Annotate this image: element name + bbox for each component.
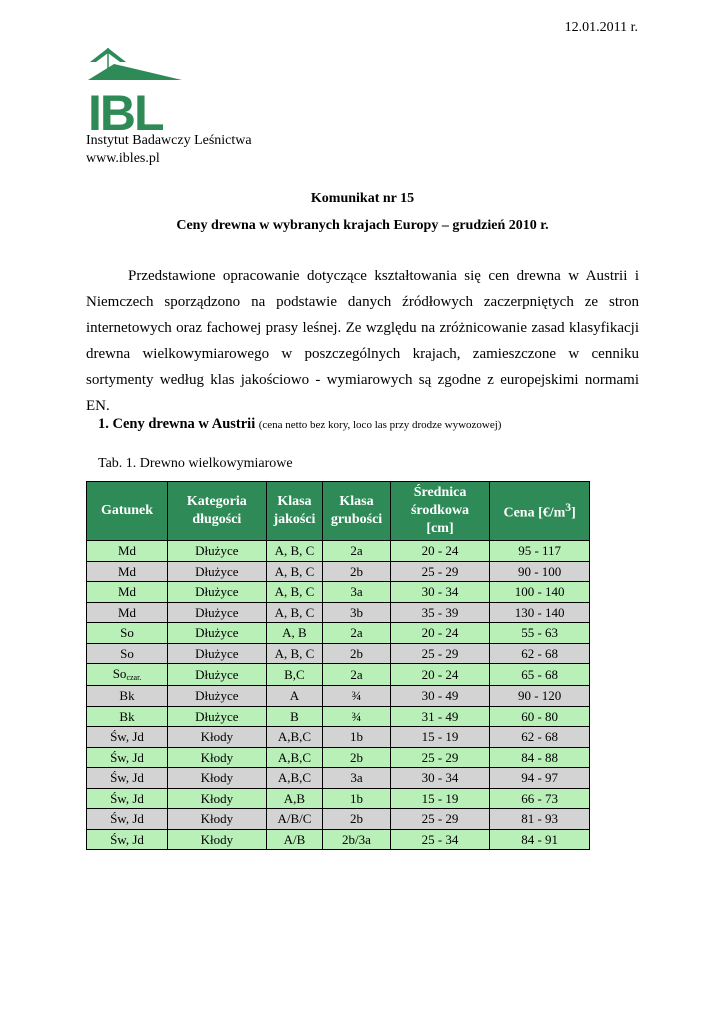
cell-species: Bk [87,706,168,727]
cell-thickness-class: 2b [323,561,391,582]
institute-name: Instytut Badawczy Leśnictwa [86,133,252,148]
intro-text: Przedstawione opracowanie dotyczące kształtowania się cen drewna w Austrii i Niemczech sporządzono na podstawie danych źródłowych zaczerpniętych ze stron internetowych oraz fachowej prasy leśnej. Ze względu na zróżnicowanie zasad klasyfikacji drewna wielkowymiarowego w poszczególnych krajach, zamieszczone w cenniku sortymenty według klas jakościowo - wymiarowych są zgodne z europejskimi normami EN. [86,268,639,414]
cell-species: Md [87,541,168,562]
cell-quality-class: A [266,686,323,707]
cell-length-category: Dłużyce [168,706,267,727]
cell-quality-class: B [266,706,323,727]
cell-price: 66 - 73 [490,788,590,809]
table-row [87,623,590,644]
cell-mid-diameter: 35 - 39 [390,602,490,623]
cell-thickness-class: 2a [323,664,391,686]
cell-mid-diameter: 25 - 34 [390,829,490,850]
table-body [87,541,590,850]
table-row [87,829,590,850]
header-species: Gatunek [87,482,168,541]
table-row [87,582,590,603]
table-caption: Tab. 1. Drewno wielkowymiarowe [98,456,293,471]
section-heading [98,416,501,433]
cell-thickness-class: 2b [323,643,391,664]
cell-length-category: Dłużyce [168,561,267,582]
cell-quality-class: A, B, C [266,582,323,603]
cell-species: Md [87,561,168,582]
cell-species: So [87,643,168,664]
cell-mid-diameter: 25 - 29 [390,561,490,582]
cell-price: 100 - 140 [490,582,590,603]
cell-mid-diameter: 15 - 19 [390,788,490,809]
cell-quality-class: A,B,C [266,727,323,748]
table-header-row [87,482,590,541]
cell-price: 81 - 93 [490,809,590,830]
table-row [87,686,590,707]
cell-thickness-class: ¾ [323,686,391,707]
cell-price: 130 - 140 [490,602,590,623]
table-row [87,561,590,582]
cell-quality-class: A, B, C [266,643,323,664]
document-date: 12.01.2011 r. [564,20,638,35]
header-thickness-class: Klasa grubości [323,482,391,541]
ibl-logo [86,44,186,132]
table-row [87,727,590,748]
section-note: (cena netto bez kory, loco las przy drodze wywozowej) [258,419,502,431]
table-row [87,706,590,727]
cell-price: 94 - 97 [490,768,590,789]
table-row [87,643,590,664]
cell-length-category: Kłody [168,829,267,850]
cell-thickness-class: 2a [323,623,391,644]
cell-thickness-class: 2b/3a [323,829,391,850]
cell-thickness-class: 1b [323,788,391,809]
cell-mid-diameter: 25 - 29 [390,643,490,664]
table-row [87,788,590,809]
cell-price: 62 - 68 [490,727,590,748]
table-row [87,541,590,562]
cell-price: 84 - 91 [490,829,590,850]
cell-species: Św, Jd [87,747,168,768]
cell-mid-diameter: 30 - 34 [390,582,490,603]
cell-quality-class: B,C [266,664,323,686]
cell-price: 90 - 120 [490,686,590,707]
header-length-category: Kategoria długości [168,482,267,541]
cell-species: Bk [87,686,168,707]
cell-species: $So_{czar.}$ [87,664,168,686]
cell-quality-class: A, B, C [266,602,323,623]
cell-species: Św, Jd [87,768,168,789]
cell-length-category: Dłużyce [168,664,267,686]
cell-thickness-class: 2b [323,747,391,768]
cell-length-category: Dłużyce [168,582,267,603]
cell-thickness-class: 3b [323,602,391,623]
table-row [87,664,590,686]
cell-thickness-class: 1b [323,727,391,748]
cell-length-category: Kłody [168,788,267,809]
cell-thickness-class: 3a [323,582,391,603]
communique-number: Komunikat nr 15 [310,191,415,206]
table-row [87,768,590,789]
cell-thickness-class: 2a [323,541,391,562]
table-row [87,809,590,830]
cell-price: 60 - 80 [490,706,590,727]
cell-length-category: Kłody [168,747,267,768]
cell-mid-diameter: 15 - 19 [390,727,490,748]
cell-mid-diameter: 25 - 29 [390,747,490,768]
cell-length-category: Kłody [168,809,267,830]
header-price: Cena $[€/m^3]$ [490,482,590,541]
cell-length-category: Dłużyce [168,643,267,664]
table-row [87,602,590,623]
cell-mid-diameter: 30 - 34 [390,768,490,789]
cell-species: Św, Jd [87,809,168,830]
section-title: 1. Ceny drewna w Austrii [98,416,256,432]
cell-species: Św, Jd [87,727,168,748]
cell-thickness-class: 2b [323,809,391,830]
logo-text: IBL [88,85,163,132]
cell-mid-diameter: 20 - 24 [390,623,490,644]
cell-species: Md [87,582,168,603]
cell-price: 90 - 100 [490,561,590,582]
cell-length-category: Kłody [168,768,267,789]
cell-quality-class: A, B [266,623,323,644]
table-row [87,747,590,768]
cell-species: Św, Jd [87,788,168,809]
cell-species: Św, Jd [87,829,168,850]
cell-mid-diameter: 20 - 24 [390,664,490,686]
cell-length-category: Dłużyce [168,541,267,562]
intro-paragraph [86,263,639,419]
institute-website: www.ibles.pl [86,151,160,166]
cell-price: 95 - 117 [490,541,590,562]
cell-price: 84 - 88 [490,747,590,768]
header-mid-diameter: Średnica środkowa [cm] [390,482,490,541]
cell-length-category: Kłody [168,727,267,748]
header-quality-class: Klasa jakości [266,482,323,541]
cell-thickness-class: 3a [323,768,391,789]
cell-price: 55 - 63 [490,623,590,644]
cell-price: 62 - 68 [490,643,590,664]
cell-mid-diameter: 31 - 49 [390,706,490,727]
cell-quality-class: A,B,C [266,768,323,789]
cell-mid-diameter: 25 - 29 [390,809,490,830]
cell-quality-class: A/B [266,829,323,850]
cell-quality-class: A, B, C [266,561,323,582]
cell-quality-class: A, B, C [266,541,323,562]
cell-length-category: Dłużyce [168,686,267,707]
institute-block [86,132,252,168]
cell-mid-diameter: 20 - 24 [390,541,490,562]
cell-price: 65 - 68 [490,664,590,686]
document-title: Ceny drewna w wybranych krajach Europy – grudzień 2010 r. [176,218,549,233]
cell-length-category: Dłużyce [168,623,267,644]
cell-quality-class: A,B [266,788,323,809]
cell-species: Md [87,602,168,623]
cell-quality-class: A/B/C [266,809,323,830]
cell-mid-diameter: 30 - 49 [390,686,490,707]
cell-length-category: Dłużyce [168,602,267,623]
cell-species: So [87,623,168,644]
logo-roof-bottom [88,64,182,80]
cell-thickness-class: ¾ [323,706,391,727]
cell-quality-class: A,B,C [266,747,323,768]
price-table [86,481,590,850]
